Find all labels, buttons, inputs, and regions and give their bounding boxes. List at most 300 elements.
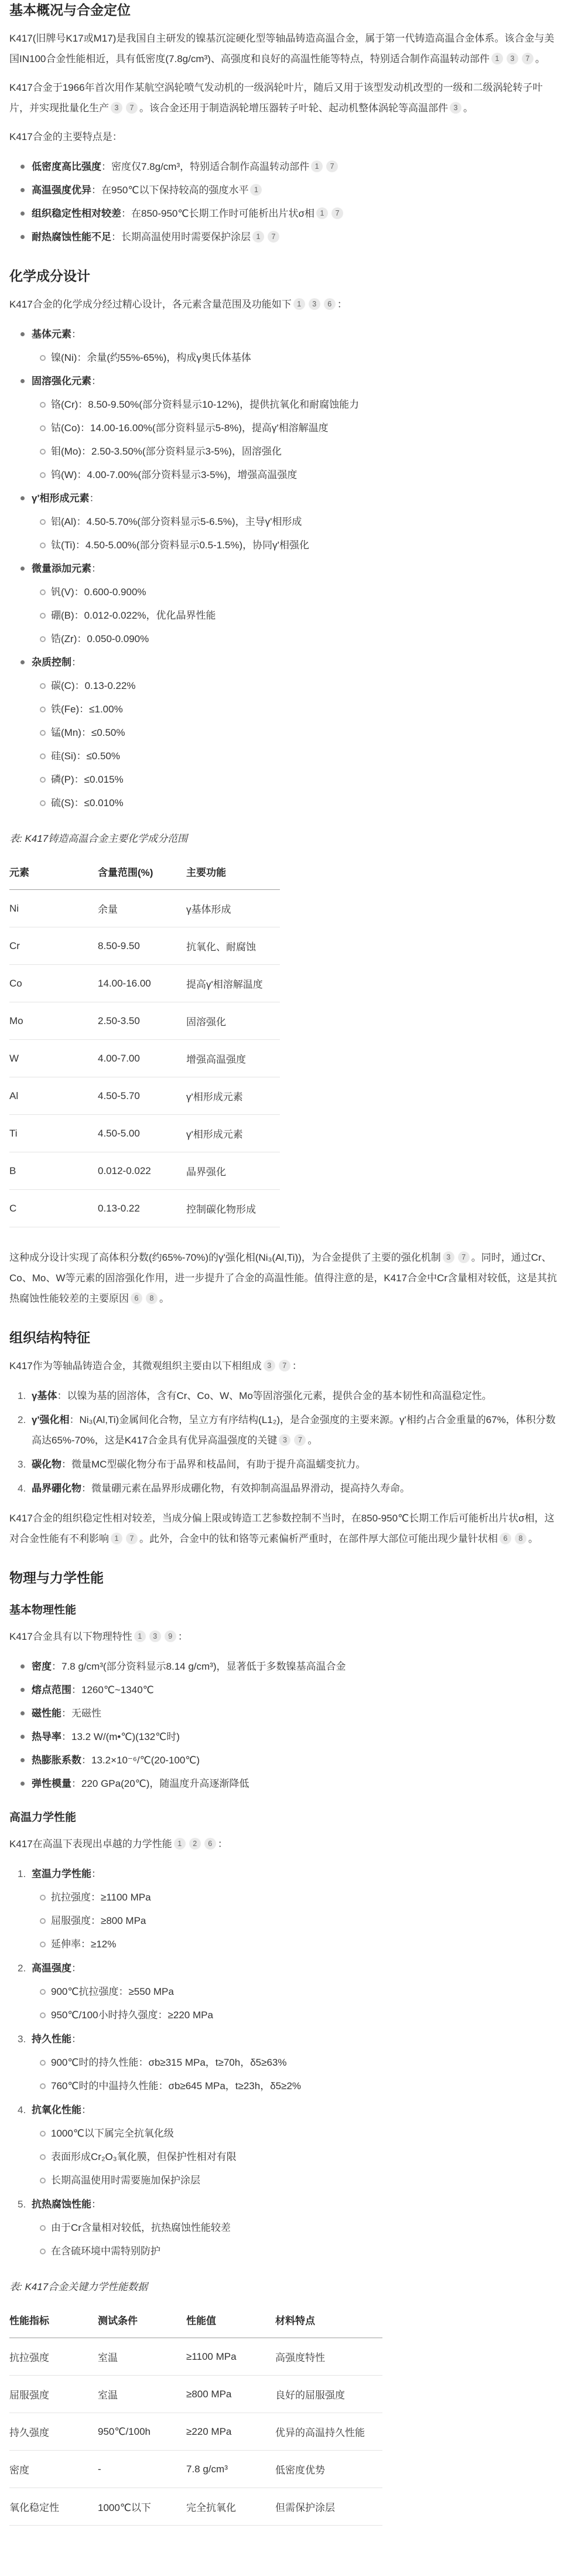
citation-badge[interactable]: 1: [293, 298, 305, 310]
sub-list: [32, 2217, 562, 2261]
table-cell: 14.00-16.00: [98, 965, 186, 1002]
table-cell: Co: [9, 965, 98, 1002]
circle-bullet-icon: [40, 355, 46, 361]
text-run: 钛(Ti)：4.50-5.00%(部分资料显示0.5-1.5%)，协同γ'相强化: [51, 540, 309, 551]
list-item: [51, 2170, 562, 2191]
table-cell: 屈服强度: [9, 2376, 98, 2413]
table-cell: W: [9, 1040, 98, 1077]
bullet-icon: [20, 188, 25, 192]
text-run: 。: [528, 1533, 538, 1544]
property-label: 热膨胀系数: [32, 1755, 81, 1766]
table-row: [9, 1040, 280, 1077]
sub-list: [32, 394, 562, 485]
text-run: ：: [89, 493, 100, 504]
text-run: 在含硫环境中需特别防护: [51, 2246, 160, 2257]
list-item: [32, 558, 562, 649]
circle-bullet-icon: [40, 636, 46, 642]
list-item: [32, 652, 562, 813]
column-header: 性能值: [186, 2302, 275, 2338]
feature-list: [9, 156, 562, 247]
citation-badge[interactable]: 7: [279, 1360, 290, 1371]
text-run: ：: [71, 2033, 81, 2045]
phase-label: γ基体: [32, 1390, 57, 1401]
table-cell: Mo: [9, 1002, 98, 1040]
text-run: ：在950℃以下保持较高的强度水平: [91, 185, 249, 196]
list-item: [32, 203, 562, 224]
table-row: [9, 2413, 382, 2451]
list-item: [32, 1680, 562, 1700]
text-run: ：: [91, 376, 101, 387]
list-item: [51, 418, 562, 438]
subsection-title-mechanical: 高温力学性能: [9, 1811, 77, 1824]
table-header-row: [9, 854, 280, 890]
table-cell: γ'相形成元素: [186, 1115, 280, 1152]
citation-badge[interactable]: 1: [316, 207, 328, 219]
table-cell: 但需保护涂层: [275, 2488, 382, 2526]
paragraph-mechanical-intro: [9, 1834, 562, 1854]
citation-badge[interactable]: 3: [450, 102, 461, 114]
list-item: [51, 582, 562, 602]
paragraph-composition-summary: [9, 1247, 562, 1309]
text-run: 950℃/100小时持久强度：≥220 MPa: [51, 2009, 213, 2021]
table-cell: 高强度特性: [275, 2338, 382, 2376]
text-run: 锆(Zr)：0.050-0.090%: [51, 633, 149, 644]
bullet-icon: [20, 1735, 25, 1739]
bullet-icon: [20, 660, 25, 664]
text-run: ：: [71, 657, 81, 668]
table-row: [9, 2376, 382, 2413]
list-item: [51, 465, 562, 485]
list-item: [51, 769, 562, 790]
text-run: ：微量硼元素在晶界形成硼化物，有效抑制高温晶界滑动，提高持久寿命。: [81, 1483, 410, 1494]
list-item: [51, 2241, 562, 2261]
table-row: [9, 1077, 280, 1115]
phase-label: 晶界硼化物: [32, 1483, 81, 1494]
citation-badge[interactable]: 1: [174, 1838, 186, 1850]
circle-bullet-icon: [40, 2225, 46, 2231]
text-run: 硫(S)：≤0.010%: [51, 797, 124, 808]
list-item: [32, 371, 562, 485]
text-run: ：在850-950℃长期工作时可能析出片状σ相: [121, 208, 314, 219]
feature-label: 耐热腐蚀性能不足: [32, 231, 111, 243]
table-cell: 950℃/100h: [98, 2413, 186, 2451]
list-item: [51, 699, 562, 719]
text-run: ：: [91, 1868, 101, 1879]
feature-label: 组织稳定性相对较差: [32, 208, 121, 219]
text-run: ：13.2 W/(m•℃)(132℃时): [61, 1731, 180, 1742]
feature-label: 低密度高比强度: [32, 161, 101, 172]
property-label: 弹性模量: [32, 1778, 71, 1789]
list-item: [32, 1410, 562, 1451]
table-cell: B: [9, 1152, 98, 1190]
text-run: K417作为等轴晶铸造合金，其微观组织主要由以下相组成: [9, 1360, 262, 1371]
table-cell: 室温: [98, 2338, 186, 2376]
text-run: 1000℃以下属完全抗氧化级: [51, 2128, 174, 2139]
table-row: [9, 2338, 382, 2376]
list-item: [32, 156, 562, 177]
text-run: 760℃时的中温持久性能：σb≥645 MPa，t≥23h，δ5≥2%: [51, 2080, 302, 2091]
citation-badge[interactable]: 1: [491, 53, 503, 64]
table-cell: ≥1100 MPa: [186, 2338, 275, 2376]
circle-bullet-icon: [40, 449, 46, 455]
list-item: [32, 1727, 562, 1747]
group-label: 抗热腐蚀性能: [32, 2199, 91, 2210]
text-run: ：7.8 g/cm³(部分资料显示8.14 g/cm³)，显著低于多数镍基高温合金: [52, 1661, 346, 1672]
circle-bullet-icon: [40, 1942, 46, 1947]
table-header-row: [9, 2302, 382, 2338]
section-title-chemistry: 化学成分设计: [9, 268, 90, 284]
list-item: [32, 1386, 562, 1406]
table-row: [9, 1190, 280, 1227]
list-item: [51, 1887, 562, 1908]
table-cell: 提高γ'相溶解温度: [186, 965, 280, 1002]
table-row: [9, 1152, 280, 1190]
table-cell: 低密度优势: [275, 2451, 382, 2488]
physical-properties-list: [9, 1656, 562, 1794]
sub-list: [32, 675, 562, 813]
table-cell: 优异的高温持久性能: [275, 2413, 382, 2451]
mechanical-properties-table: [9, 2302, 382, 2526]
sub-list: [32, 511, 562, 555]
group-label: 抗氧化性能: [32, 2104, 81, 2116]
circle-bullet-icon: [40, 589, 46, 595]
table-cell: γ基体形成: [186, 890, 280, 927]
table-cell: γ'相形成元素: [186, 1077, 280, 1115]
citation-badge[interactable]: 1: [250, 184, 262, 196]
table-cell: 7.8 g/cm³: [186, 2451, 275, 2488]
group-label: γ'相形成元素: [32, 493, 90, 504]
table-cell: -: [98, 2451, 186, 2488]
circle-bullet-icon: [40, 707, 46, 712]
phase-label: γ'强化相: [32, 1414, 70, 1425]
circle-bullet-icon: [40, 730, 46, 736]
text-run: ：密度仅7.8g/cm³，特别适合制作高温转动部件: [101, 161, 310, 172]
table-cell: 余量: [98, 890, 186, 927]
list-item: [51, 722, 562, 743]
text-run: ：: [91, 2199, 101, 2210]
list-item: [32, 2194, 562, 2261]
circle-bullet-icon: [40, 753, 46, 759]
list-item: [51, 2147, 562, 2167]
table-cell: ≥800 MPa: [186, 2376, 275, 2413]
table-cell: 室温: [98, 2376, 186, 2413]
text-run: ：Ni₃(Al,Ti)金属间化合物，呈立方有序结构(L1₂)，是合金强度的主要来源。γ'相约占合金重量的67%，体积分数高达65%-70%，这是K417合金具有优异高温强度的关键: [32, 1414, 556, 1446]
table-row: [9, 1115, 280, 1152]
sub-list: [32, 1887, 562, 1954]
citation-badge[interactable]: 3: [264, 1360, 275, 1371]
text-run: 900℃时的持久性能：σb≥315 MPa，t≥70h，δ5≥63%: [51, 2057, 287, 2068]
citation-badge[interactable]: 9: [165, 1630, 176, 1642]
group-label: 高温强度: [32, 1963, 71, 1974]
circle-bullet-icon: [40, 402, 46, 408]
column-header: 材料特点: [275, 2302, 382, 2338]
citation-badge[interactable]: 1: [111, 1533, 122, 1544]
list-item: [32, 1958, 562, 2025]
table-cell: 4.00-7.00: [98, 1040, 186, 1077]
circle-bullet-icon: [40, 800, 46, 806]
list-item: [51, 2005, 562, 2025]
text-run: 钼(Mo)：2.50-3.50%(部分资料显示3-5%)，固溶强化: [51, 446, 282, 457]
bullet-icon: [20, 1688, 25, 1692]
table-cell: 密度: [9, 2451, 98, 2488]
paragraph-history: [9, 77, 562, 118]
text-run: 钨(W)：4.00-7.00%(部分资料显示3-5%)，增强高温强度: [51, 469, 298, 480]
text-run: ：无磁性: [61, 1708, 101, 1719]
bullet-icon: [20, 1711, 25, 1715]
column-header: 含量范围(%): [98, 854, 186, 890]
list-item: [51, 675, 562, 696]
text-run: ：: [337, 299, 347, 310]
list-item: [51, 441, 562, 462]
list-item: [51, 2052, 562, 2073]
table-cell: 8.50-9.50: [98, 927, 186, 965]
citation-badge[interactable]: 7: [326, 161, 338, 172]
text-run: 镍(Ni)：余量(约55%-65%)，构成γ奥氏体基体: [51, 352, 251, 363]
text-run: 铝(Al)：4.50-5.70%(部分资料显示5-6.5%)，主导γ'相形成: [51, 516, 302, 527]
table-cell: 良好的屈服强度: [275, 2376, 382, 2413]
paragraph-intro: [9, 28, 562, 69]
list-item: [32, 1703, 562, 1724]
bullet-icon: [20, 567, 25, 571]
list-item: [32, 488, 562, 555]
text-run: 。: [307, 1435, 318, 1446]
table-row: [9, 965, 280, 1002]
circle-bullet-icon: [40, 2060, 46, 2066]
group-label: 持久性能: [32, 2033, 71, 2045]
table-caption: 表: K417铸造高温合金主要化学成分范围: [9, 833, 188, 844]
citation-badge[interactable]: 1: [311, 161, 323, 172]
table-row: [9, 2451, 382, 2488]
circle-bullet-icon: [40, 2131, 46, 2137]
text-run: K417合金具有以下物理特性: [9, 1631, 132, 1642]
list-item: [51, 2076, 562, 2096]
group-label: 固溶强化元素: [32, 376, 91, 387]
group-label: 微量添加元素: [32, 563, 91, 574]
property-label: 密度: [32, 1661, 52, 1672]
circle-bullet-icon: [40, 777, 46, 783]
text-run: 硼(B)：0.012-0.022%，优化晶界性能: [51, 610, 216, 621]
list-item: [51, 605, 562, 626]
text-run: 锰(Mn)：≤0.50%: [51, 727, 125, 738]
bullet-icon: [20, 1664, 25, 1669]
table-cell: 2.50-3.50: [98, 1002, 186, 1040]
mechanical-properties-list: [9, 1864, 562, 2261]
list-item: [32, 1864, 562, 1954]
text-run: 。该合金还用于制造涡轮增压器转子叶轮、起动机整体涡轮等高温部件: [139, 103, 448, 114]
table-cell: 控制碳化物形成: [186, 1190, 280, 1227]
table-cell: 持久强度: [9, 2413, 98, 2451]
column-header: 性能指标: [9, 2302, 98, 2338]
table-row: [9, 927, 280, 965]
table-caption: 表: K417合金关键力学性能数据: [9, 2281, 148, 2292]
phase-label: 碳化物: [32, 1459, 61, 1470]
sub-list: [32, 582, 562, 649]
table-cell: Ti: [9, 1115, 98, 1152]
text-run: K417合金于1966年首次用作某航空涡轮喷气发动机的一级涡轮叶片，随后又用于该型发动机改型的一级和二级涡轮转子叶片，并实现批量化生产: [9, 82, 543, 114]
list-item: [51, 2217, 562, 2238]
list-item: [32, 1656, 562, 1677]
citation-badge[interactable]: 7: [294, 1434, 306, 1446]
column-header: 主要功能: [186, 854, 280, 890]
sub-list: [32, 2123, 562, 2191]
bullet-icon: [20, 211, 25, 216]
group-label: 室温力学性能: [32, 1868, 91, 1879]
bullet-icon: [20, 1782, 25, 1786]
list-item: [51, 2123, 562, 2144]
text-run: K417合金的组织稳定性相对较差，当成分偏上限或铸造工艺参数控制不当时，在850-950℃长期工作后可能析出片状σ相，这对合金性能有不利影响: [9, 1513, 555, 1544]
table-cell: Ni: [9, 890, 98, 927]
table-cell: 0.012-0.022: [98, 1152, 186, 1190]
list-item: [51, 629, 562, 649]
text-run: 延伸率：≥12%: [51, 1939, 117, 1950]
text-run: 碳(C)：0.13-0.22%: [51, 680, 136, 691]
list-item: [32, 2100, 562, 2191]
bullet-icon: [20, 165, 25, 169]
citation-badge[interactable]: 1: [252, 231, 264, 243]
text-run: 钒(V)：0.600-0.900%: [51, 586, 146, 598]
text-run: ：长期高温使用时需要保护涂层: [111, 231, 251, 243]
circle-bullet-icon: [40, 425, 46, 431]
list-item: [32, 1454, 562, 1475]
table-cell: 晶界强化: [186, 1152, 280, 1190]
circle-bullet-icon: [40, 683, 46, 689]
text-run: ：微量MC型碳化物分布于晶界和枝晶间，有助于提升高温蠕变抗力。: [61, 1459, 366, 1470]
citation-badge[interactable]: 3: [111, 102, 122, 114]
text-run: 铬(Cr)：8.50-9.50%(部分资料显示10-12%)，提供抗氧化和耐腐蚀能力: [51, 399, 360, 410]
paragraph-chem-intro: [9, 294, 562, 315]
circle-bullet-icon: [40, 2083, 46, 2089]
circle-bullet-icon: [40, 1989, 46, 1995]
circle-bullet-icon: [40, 2178, 46, 2183]
citation-badge[interactable]: 6: [204, 1838, 216, 1850]
table-cell: Al: [9, 1077, 98, 1115]
text-run: 。: [463, 103, 473, 114]
citation-badge[interactable]: 3: [279, 1434, 290, 1446]
text-run: 屈服强度：≥800 MPa: [51, 1915, 146, 1926]
table-cell: 4.50-5.00: [98, 1115, 186, 1152]
text-run: 。: [159, 1293, 169, 1304]
property-label: 磁性能: [32, 1708, 61, 1719]
citation-badge[interactable]: 1: [134, 1630, 146, 1642]
citation-badge[interactable]: 7: [458, 1251, 470, 1263]
citation-badge[interactable]: 7: [126, 1533, 138, 1544]
text-run: 抗拉强度：≥1100 MPa: [51, 1892, 151, 1903]
table-cell: 0.13-0.22: [98, 1190, 186, 1227]
citation-badge[interactable]: 3: [507, 53, 518, 64]
circle-bullet-icon: [40, 1895, 46, 1901]
text-run: 。同时，通过Cr、Co、Mo、W等元素的固溶强化作用，进一步提升了合金的高温性能。值得注意的是，K417合金中Cr含量相对较低，这是其抗热腐蚀性能较差的主要原因: [9, 1252, 558, 1304]
citation-badge[interactable]: 7: [126, 102, 138, 114]
group-label: 杂质控制: [32, 657, 71, 668]
property-label: 熔点范围: [32, 1684, 71, 1695]
citation-badge[interactable]: 3: [443, 1251, 454, 1263]
citation-badge[interactable]: 3: [309, 298, 320, 310]
paragraph-stability: [9, 1508, 562, 1549]
citation-badge[interactable]: 6: [324, 298, 336, 310]
citation-badge[interactable]: 7: [268, 231, 279, 243]
text-run: ：: [81, 2104, 91, 2116]
citation-badge[interactable]: 3: [149, 1630, 161, 1642]
paragraph-micro-intro: [9, 1356, 562, 1376]
text-run: ：: [177, 1631, 188, 1642]
circle-bullet-icon: [40, 2154, 46, 2160]
list-item: [51, 793, 562, 813]
circle-bullet-icon: [40, 2249, 46, 2254]
circle-bullet-icon: [40, 2012, 46, 2018]
article: [0, 1, 571, 2553]
list-item: [51, 746, 562, 766]
section-title-overview: 基本概况与合金定位: [9, 2, 131, 18]
bullet-icon: [20, 332, 25, 336]
citation-badge[interactable]: 2: [189, 1838, 201, 1850]
table-cell: C: [9, 1190, 98, 1227]
citation-badge[interactable]: 8: [146, 1292, 158, 1304]
list-item: [51, 394, 562, 415]
text-run: 由于Cr含量相对较低，抗热腐蚀性能较差: [51, 2222, 231, 2233]
circle-bullet-icon: [40, 613, 46, 619]
text-run: ：: [71, 329, 81, 340]
list-item: [51, 347, 562, 368]
table-cell: 完全抗氧化: [186, 2488, 275, 2526]
table-cell: 固溶强化: [186, 1002, 280, 1040]
list-item: [32, 324, 562, 368]
column-header: 元素: [9, 854, 98, 890]
citation-badge[interactable]: 6: [500, 1533, 511, 1544]
list-item: [51, 1910, 562, 1931]
text-run: 铁(Fe)：≤1.00%: [51, 704, 123, 715]
circle-bullet-icon: [40, 472, 46, 478]
citation-badge[interactable]: 7: [522, 53, 534, 64]
citation-badge[interactable]: 8: [515, 1533, 526, 1544]
table-cell: 抗氧化、耐腐蚀: [186, 927, 280, 965]
table-cell: 增强高温强度: [186, 1040, 280, 1077]
paragraph-physical-intro: [9, 1626, 562, 1647]
text-run: K417(旧牌号K17或M17)是我国自主研发的镍基沉淀硬化型等轴晶铸造高温合金，属于第一代铸造高温合金体系。该合金与美国IN100合金性能相近，具有低密度(7.8g/cm³)、高强度和良好的高温性能等特点，特别适合制作高温转动部件: [9, 33, 555, 64]
table-cell: 氧化稳定性: [9, 2488, 98, 2526]
citation-badge[interactable]: 7: [331, 207, 343, 219]
table-row: [9, 2488, 382, 2526]
text-run: 长期高温使用时需要施加保护涂层: [51, 2175, 200, 2186]
circle-bullet-icon: [40, 543, 46, 548]
paragraph-features-lead: K417合金的主要特点是：: [9, 131, 122, 142]
text-run: 。此外，合金中的钛和铬等元素偏析严重时，在部件厚大部位可能出现少量针状相: [139, 1533, 498, 1544]
table-cell: ≥220 MPa: [186, 2413, 275, 2451]
column-header: 测试条件: [98, 2302, 186, 2338]
citation-badge[interactable]: 6: [131, 1292, 142, 1304]
text-run: 这种成分设计实现了高体积分数(约65%-70%)的γ'强化相(Ni₃(Al,Ti))，为合金提供了主要的强化机制: [9, 1252, 441, 1263]
text-run: ：: [292, 1360, 302, 1371]
table-cell: Cr: [9, 927, 98, 965]
table-row: [9, 1002, 280, 1040]
text-run: 表面形成Cr₂O₃氧化膜，但保护性相对有限: [51, 2151, 237, 2162]
list-item: [32, 1478, 562, 1499]
table-cell: 1000℃以下: [98, 2488, 186, 2526]
text-run: ：: [91, 563, 101, 574]
bullet-icon: [20, 1758, 25, 1762]
list-item: [51, 1934, 562, 1954]
bullet-icon: [20, 235, 25, 239]
section-title-microstructure: 组织结构特征: [9, 1330, 90, 1345]
list-item: [51, 511, 562, 532]
list-item: [32, 180, 562, 200]
subsection-title-physical: 基本物理性能: [9, 1604, 77, 1616]
list-item: [32, 1773, 562, 1794]
circle-bullet-icon: [40, 1918, 46, 1924]
composition-list: [9, 324, 562, 813]
text-run: ：1260℃~1340℃: [71, 1684, 154, 1695]
section-title-properties: 物理与力学性能: [9, 1570, 104, 1585]
text-run: 硅(Si)：≤0.50%: [51, 750, 120, 762]
